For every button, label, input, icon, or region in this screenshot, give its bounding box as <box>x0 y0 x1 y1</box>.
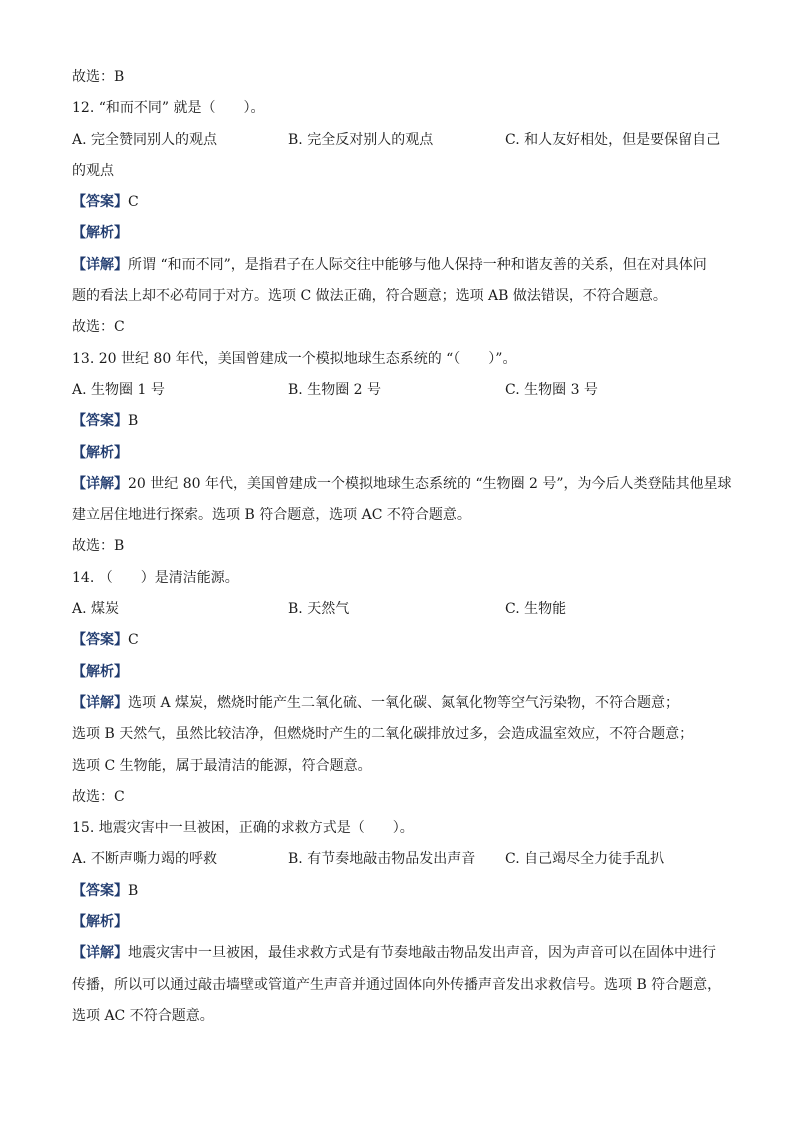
answer-value: C <box>128 632 139 649</box>
option-c: C. 自己竭尽全力徒手乱扒 <box>505 851 665 868</box>
detail-text: 所谓 “和而不同”，是指君子在人际交往中能够与他人保持一种和谐友善的关系，但在对具体问 <box>128 256 707 273</box>
question-options <box>72 844 724 875</box>
detail-line <box>72 938 724 969</box>
detail-tag: 【详解】 <box>72 256 128 273</box>
detail-text: 选项 A 煤炭，燃烧时能产生二氧化硫、一氧化碳、氮氧化物等空气污染物，不符合题意； <box>128 694 680 711</box>
answer-tag: 【答案】 <box>72 194 128 211</box>
answer-value: B <box>128 413 139 430</box>
detail-line <box>72 469 732 500</box>
question-options <box>72 594 724 625</box>
question-13 <box>72 344 732 563</box>
option-a: A. 完全赞同别人的观点 <box>72 131 218 148</box>
question-stem: 15. 地震灾害中一旦被困，正确的求救方式是（ ）。 <box>72 820 414 837</box>
final-answer: 故选：C <box>72 788 125 805</box>
detail-tag: 【详解】 <box>72 475 128 492</box>
question-stem: 13. 20 世纪 80 年代，美国曾建成一个模拟地球生态系统的 “（ ）”。 <box>72 350 517 367</box>
question-14 <box>72 563 724 813</box>
answer-tag: 【答案】 <box>72 413 128 430</box>
option-a: A. 生物圈 1 号 <box>72 381 165 398</box>
option-b: B. 生物圈 2 号 <box>288 381 381 398</box>
detail-line: 选项 B 天然气，虽然比较洁净，但燃烧时产生的二氧化碳排放过多，会造成温室效应，不符合题意； <box>72 726 694 743</box>
answer-line <box>72 876 724 907</box>
question-stem: 12. “和而不同” 就是（ ）。 <box>72 100 265 117</box>
answer-line <box>72 187 724 218</box>
answer-line <box>72 625 724 656</box>
detail-text: 20 世纪 80 年代，美国曾建成一个模拟地球生态系统的 “生物圈 2 号”，为今后人类登陆其他星球 <box>128 475 732 492</box>
option-b: B. 天然气 <box>288 601 350 618</box>
detail-line <box>72 250 724 281</box>
option-b: B. 完全反对别人的观点 <box>288 131 434 148</box>
option-a: A. 煤炭 <box>72 601 120 618</box>
detail-tag: 【详解】 <box>72 945 128 962</box>
answer-value: C <box>128 194 139 211</box>
analysis-tag: 【解析】 <box>72 663 128 680</box>
answer-tag: 【答案】 <box>72 632 128 649</box>
detail-line: 选项 C 生物能，属于最清洁的能源，符合题意。 <box>72 757 372 774</box>
detail-line <box>72 688 724 719</box>
option-c: C. 和人友好相处，但是要保留自己 <box>505 131 721 148</box>
answer-line <box>72 406 724 437</box>
question-12 <box>72 93 724 343</box>
final-answer: 故选：B <box>72 538 125 555</box>
detail-line: 传播，所以可以通过敲击墙壁或管道产生声音并通过固体向外传播声音发出求救信号。选项 B 符合题意， <box>72 976 722 993</box>
question-15 <box>72 813 724 1032</box>
answer-tag: 【答案】 <box>72 882 128 899</box>
detail-line: 题的看法上却不必苟同于对方。选项 C 做法正确，符合题意；选项 AB 做法错误，不符合题意。 <box>72 288 667 305</box>
option-b: B. 有节奏地敲击物品发出声音 <box>288 851 476 868</box>
question-stem: 14. （ ）是清洁能源。 <box>72 569 239 586</box>
analysis-tag: 【解析】 <box>72 914 128 931</box>
question-options <box>72 125 724 156</box>
previous-answer: 故选：B <box>72 69 125 85</box>
question-options <box>72 375 724 406</box>
detail-line: 建立居住地进行探索。选项 B 符合题意，选项 AC 不符合题意。 <box>72 507 471 524</box>
option-a: A. 不断声嘶力竭的呼救 <box>72 851 218 868</box>
detail-text: 地震灾害中一旦被困，最佳求救方式是有节奏地敲击物品发出声音，因为声音可以在固体中进行 <box>128 945 716 962</box>
option-c: C. 生物能 <box>505 601 567 618</box>
analysis-tag: 【解析】 <box>72 225 128 242</box>
final-answer: 故选：C <box>72 319 125 336</box>
document-page <box>72 62 732 1032</box>
option-c: C. 生物圈 3 号 <box>505 381 598 398</box>
answer-value: B <box>128 882 139 899</box>
analysis-tag: 【解析】 <box>72 444 128 461</box>
detail-tag: 【详解】 <box>72 694 128 711</box>
detail-line: 选项 AC 不符合题意。 <box>72 1007 214 1024</box>
option-c-continued: 的观点 <box>72 162 114 179</box>
